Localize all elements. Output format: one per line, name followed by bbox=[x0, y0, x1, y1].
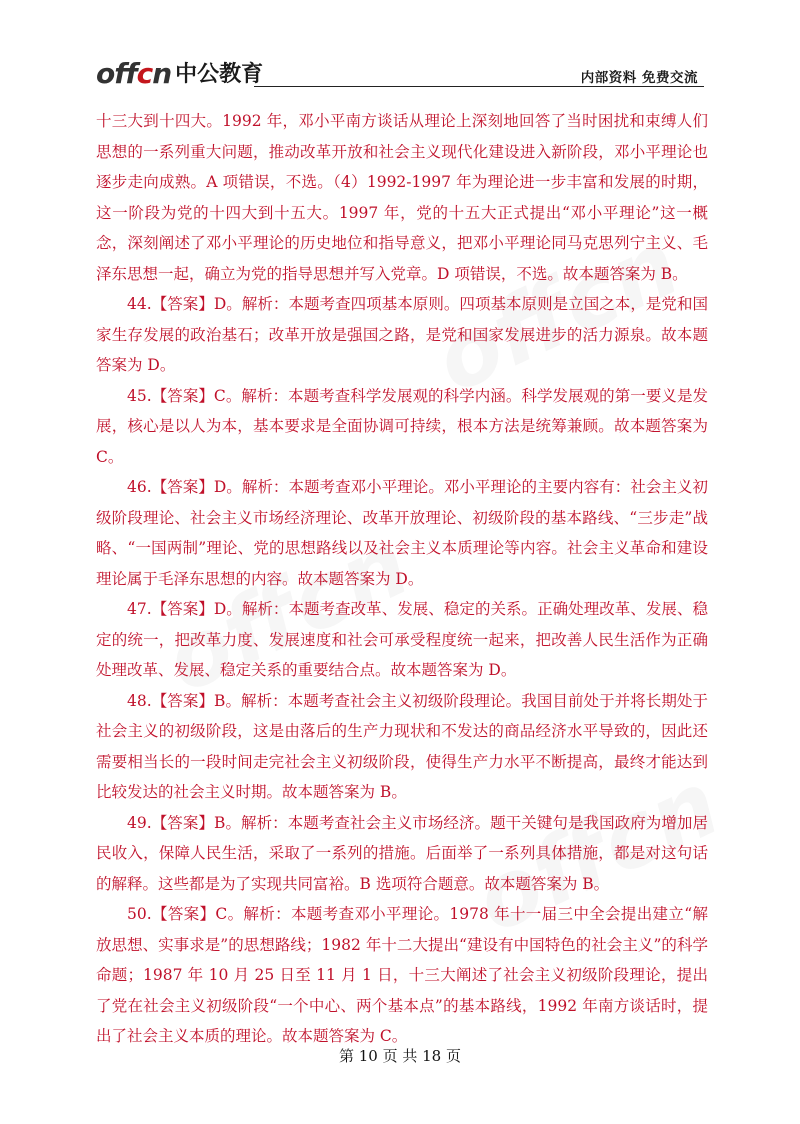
header-note: 内部资料 免费交流 bbox=[580, 70, 698, 86]
logo-mark-suffix: n bbox=[152, 57, 172, 90]
answer-46: 46.【答案】D。解析：本题考查邓小平理论。邓小平理论的主要内容有：社会主义初级阶段理论、社会主义市场经济理论、改革开放理论、初级阶段的基本路线、“三步走”战略、“一国两制”理论、党的思想路线以及社会主义本质理论等内容。社会主义革命和建设理论属于毛泽东思想的内容。故本题答案为 D。 bbox=[96, 478, 708, 588]
answer-50: 50.【答案】C。解析：本题考查邓小平理论。1978 年十一届三中全会提出建立“解放思想、实事求是”的思想路线；1982 年十二大提出“建设有中国特色的社会主义”的科学命题；1987 年 10 月 25 日至 11 月 1 日，十三大阐述了社会主义初级阶段理论，提出了党在社会主义初级阶段“一个中心、两个基本点”的基本路线，1992 年南方谈话时，提出了社会主义本质的理论。故本题答案为 C。 bbox=[96, 905, 708, 1045]
logo-text: 中公教育 bbox=[175, 62, 264, 87]
logo-mark-accent: c bbox=[136, 57, 153, 90]
page-header bbox=[96, 58, 704, 88]
header-divider bbox=[254, 86, 704, 87]
answer-49: 49.【答案】B。解析：本题考查社会主义市场经济。题干关键句是我国政府为增加居民收入，保障人民生活，采取了一系列的措施。后面举了一系列具体措施，都是对这句话的解释。这些都是为了实现共同富裕。B 选项符合题意。故本题答案为 B。 bbox=[96, 813, 708, 893]
paragraph-continuation: 十三大到十四大。1992 年，邓小平南方谈话从理论上深刻地回答了当时困扰和束缚人们思想的一系列重大问题，推动改革开放和社会主义现代化建设进入新阶段，邓小平理论也逐步走向成熟。A 项错误，不选。（4）1992-1997 年为理论进一步丰富和发展的时期，这一阶段为党的十四大到十五大。1997 年，党的十五大正式提出“邓小平理论”这一概念，深刻阐述了邓小平理论的历史地位和指导意义，把邓小平理论同马克思列宁主义、毛泽东思想一起，确立为党的指导思想并写入党章。D 项错误，不选。故本题答案为 B。 bbox=[96, 112, 708, 283]
page-number: 第 10 页 共 18 页 bbox=[338, 1047, 461, 1065]
logo-mark-prefix: off bbox=[96, 57, 137, 90]
answer-explanations bbox=[96, 106, 708, 1052]
answer-48: 48.【答案】B。解析：本题考查社会主义初级阶段理论。我国目前处于并将长期处于社会主义的初级阶段，这是由落后的生产力现状和不发达的商品经济水平导致的，因此还需要相当长的一段时间走完社会主义初级阶段，使得生产力水平不断提高，最终才能达到比较发达的社会主义时期。故本题答案为 B。 bbox=[96, 691, 708, 801]
offcn-logo bbox=[96, 58, 263, 88]
logo-mark bbox=[96, 57, 172, 90]
answer-45: 45.【答案】C。解析：本题考查科学发展观的科学内涵。科学发展观的第一要义是发展，核心是以人为本，基本要求是全面协调可持续，根本方法是统筹兼顾。故本题答案为 C。 bbox=[96, 386, 708, 466]
answer-47: 47.【答案】D。解析：本题考查改革、发展、稳定的关系。正确处理改革、发展、稳定的统一，把改革力度、发展速度和社会可承受程度统一起来，把改善人民生活作为正确处理改革、发展、稳定关系的重要结合点。故本题答案为 D。 bbox=[96, 600, 708, 679]
answer-44: 44.【答案】D。解析：本题考查四项基本原则。四项基本原则是立国之本，是党和国家生存发展的政治基石；改革开放是强国之路，是党和国家发展进步的活力源泉。故本题答案为 D。 bbox=[96, 295, 708, 374]
